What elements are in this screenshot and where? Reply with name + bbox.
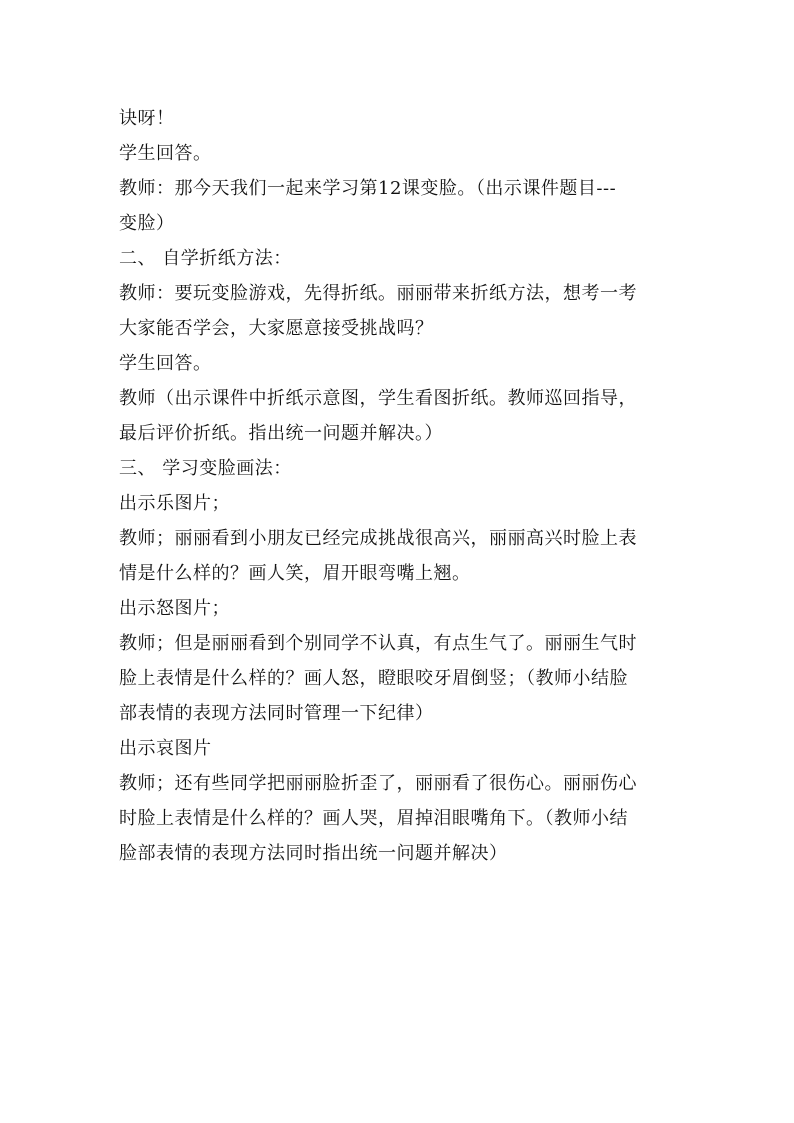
text-line: 教师（出示课件中折纸示意图，学生看图折纸。教师巡回指导， [119, 388, 637, 409]
text-line: 教师：要玩变脸游戏，先得折纸。丽丽带来折纸方法，想考一考 [119, 283, 637, 304]
text-line: 教师；但是丽丽看到个别同学不认真，有点生气了。丽丽生气时 [119, 633, 637, 654]
text-line: 诀呀！ [119, 108, 175, 129]
text-line: 教师：那今天我们一起来学习第12课变脸。（出示课件题目--- [119, 178, 617, 199]
text-line: 教师；丽丽看到小朋友已经完成挑战很高兴，丽丽高兴时脸上表 [119, 528, 637, 549]
section-heading: 三、 学习变脸画法： [119, 458, 292, 479]
text-line: 出示乐图片； [119, 493, 230, 514]
document-body [119, 101, 679, 871]
text-line: 变脸） [119, 213, 175, 234]
text-line: 学生回答。 [119, 143, 212, 164]
section-heading: 二、 自学折纸方法： [119, 248, 292, 269]
text-line: 教师；还有些同学把丽丽脸折歪了，丽丽看了很伤心。丽丽伤心 [119, 773, 637, 794]
text-line: 情是什么样的？画人笑，眉开眼弯嘴上翘。 [119, 563, 471, 584]
text-line: 部表情的表现方法同时管理一下纪律） [119, 703, 434, 724]
text-line: 大家能否学会，大家愿意接受挑战吗？ [119, 318, 434, 339]
text-line: 学生回答。 [119, 353, 212, 374]
text-line: 时脸上表情是什么样的？画人哭，眉掉泪眼嘴角下。（教师小结 [119, 808, 628, 829]
text-line: 脸部表情的表现方法同时指出统一问题并解决） [119, 843, 508, 864]
text-line: 出示哀图片 [119, 738, 212, 759]
text-line: 脸上表情是什么样的？画人怒，瞪眼咬牙眉倒竖；（教师小结脸 [119, 668, 628, 689]
text-line: 出示怒图片； [119, 598, 230, 619]
text-line: 最后评价折纸。指出统一问题并解决。） [119, 423, 443, 444]
